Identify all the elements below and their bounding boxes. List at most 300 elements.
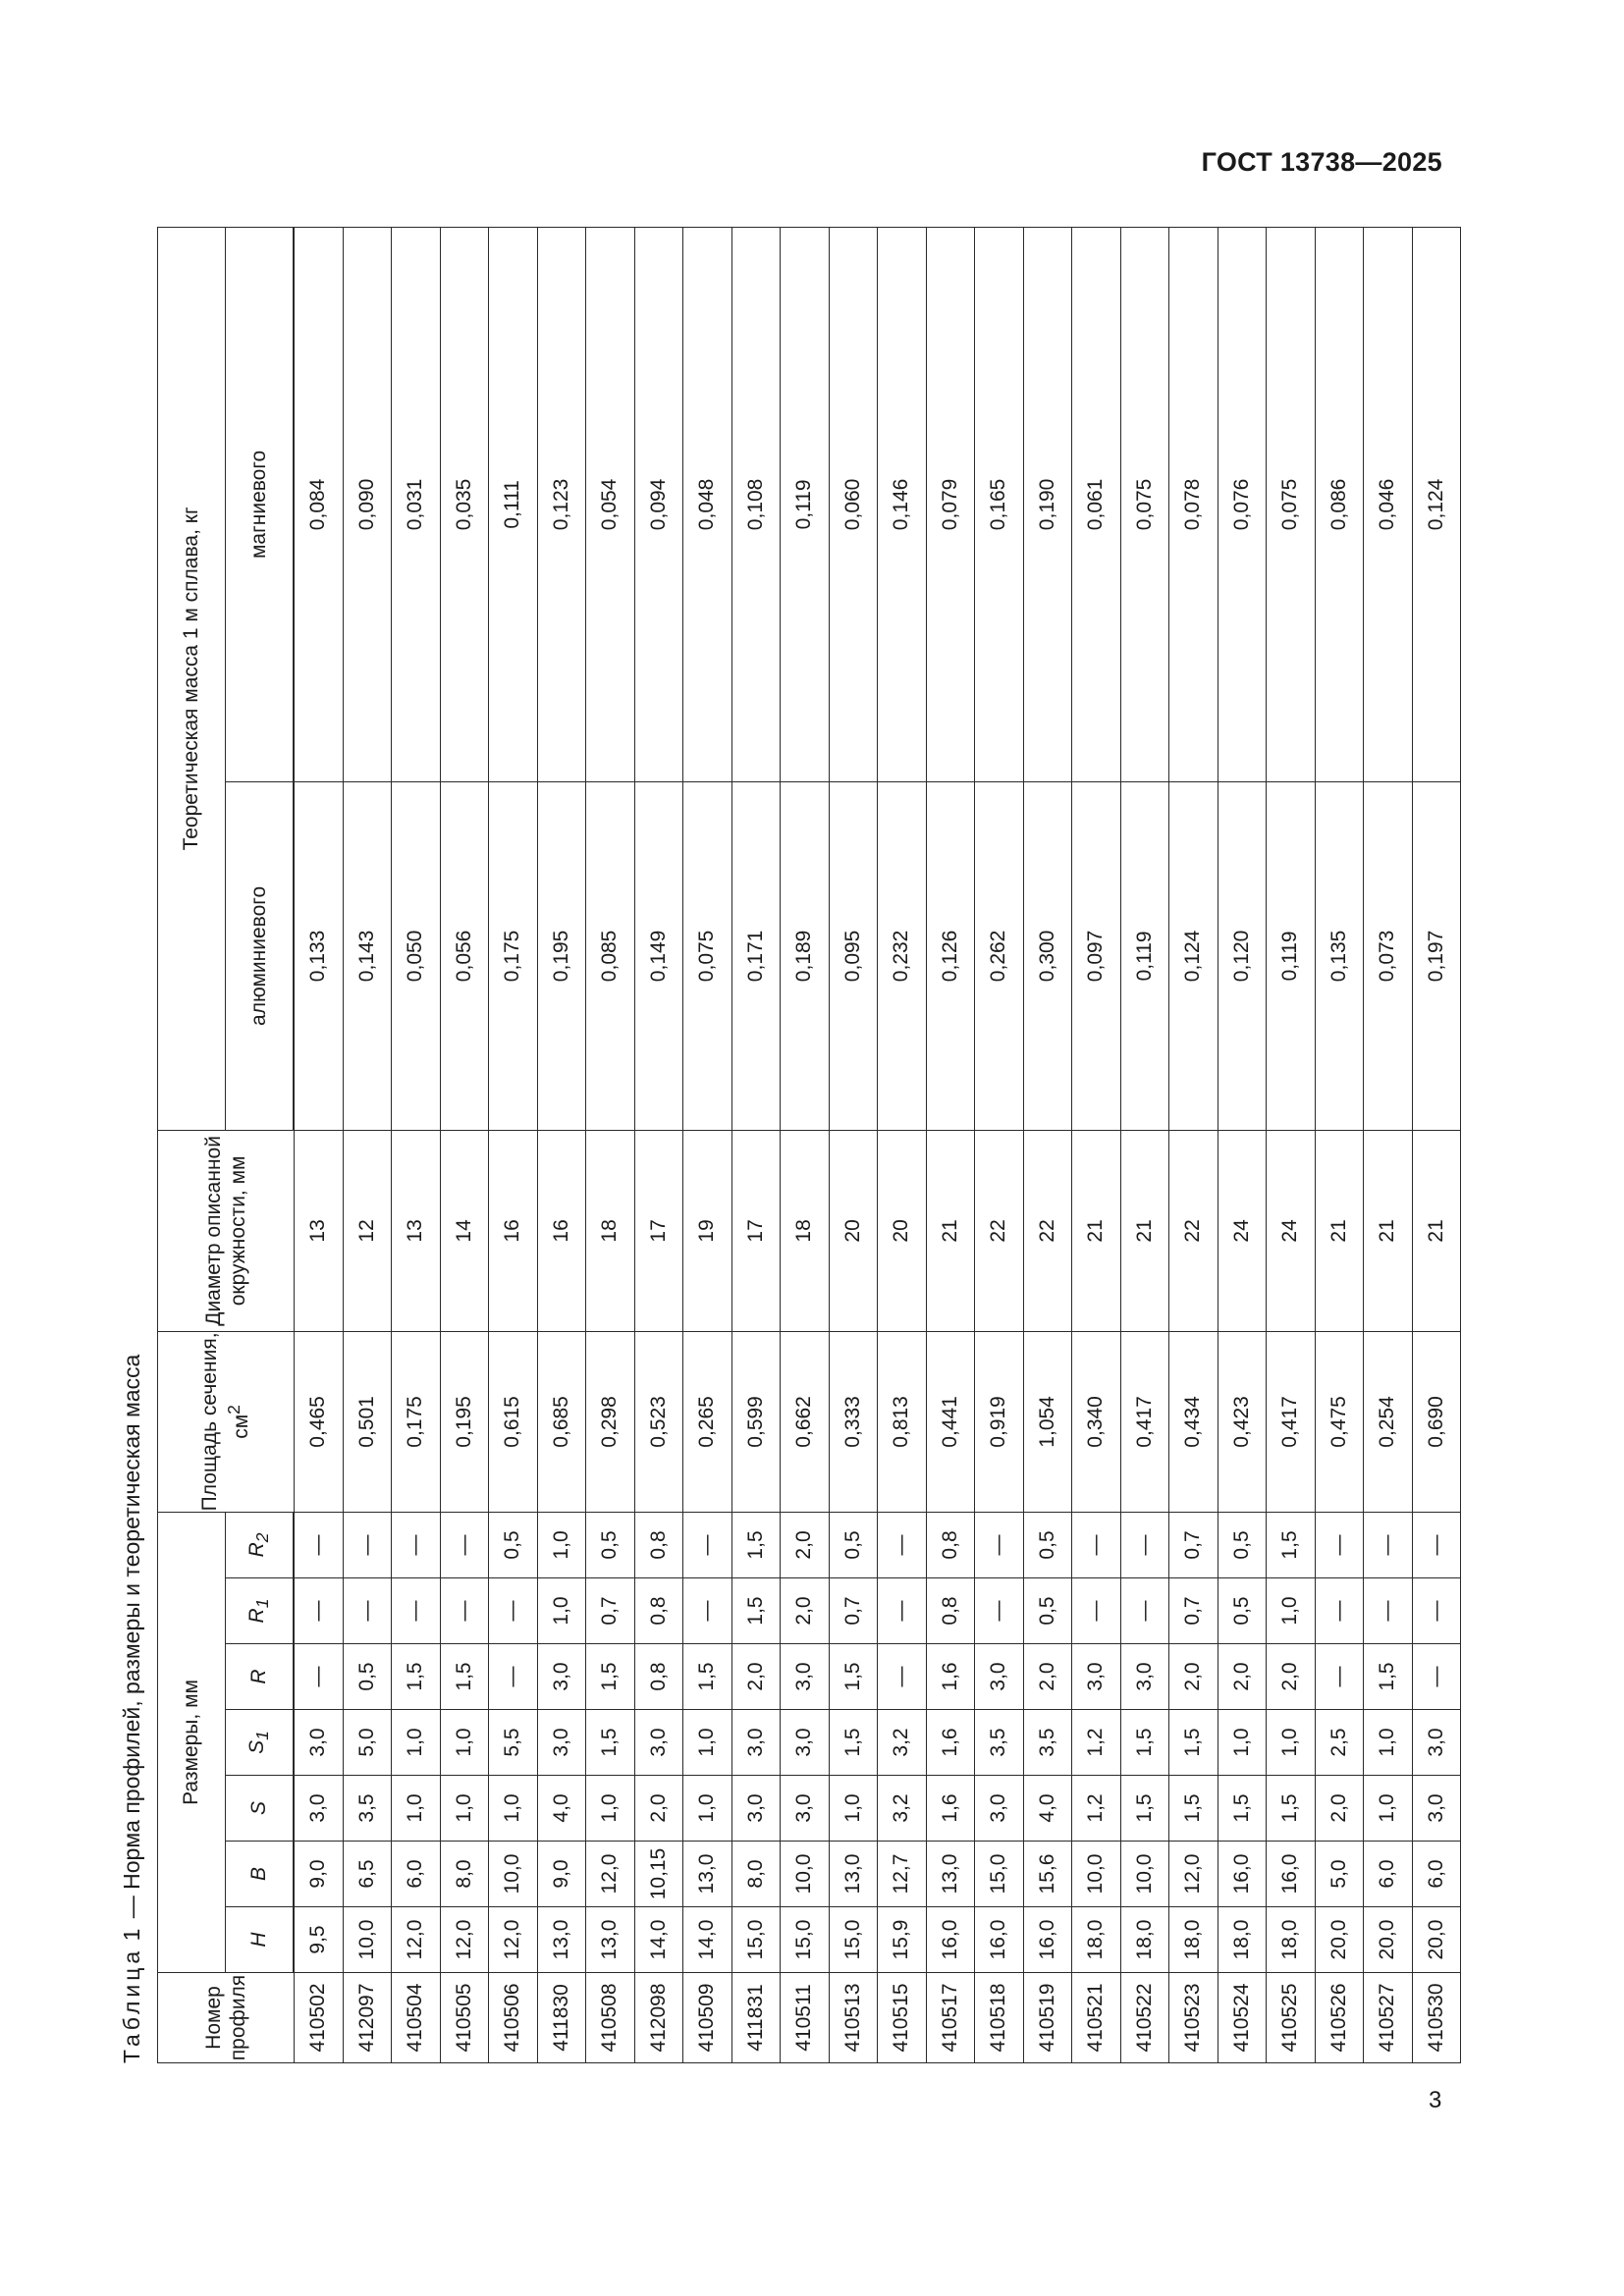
cell-S: 1,0 [683, 1776, 732, 1842]
header-S1-text: S [244, 1739, 268, 1754]
cell-H: 15,9 [878, 1907, 927, 1973]
cell-R: 1,5 [829, 1644, 878, 1710]
cell-diameter: 21 [1412, 1130, 1461, 1331]
cell-profile-number: 410523 [1169, 1973, 1218, 2063]
table-row [1072, 227, 1121, 2062]
cell-aluminum: 0,097 [1072, 781, 1121, 1130]
cell-magnesium: 0,031 [392, 227, 441, 781]
cell-area: 0,501 [343, 1331, 392, 1512]
cell-R1: 1,5 [731, 1578, 781, 1644]
cell-profile-number: 411830 [537, 1973, 586, 2063]
table-caption [108, 1355, 155, 2063]
cell-B: 10,0 [781, 1842, 830, 1907]
cell-R2: 0,8 [634, 1512, 683, 1577]
cell-profile-number: 410518 [975, 1973, 1024, 2063]
cell-magnesium: 0,090 [343, 227, 392, 781]
cell-R2: — [343, 1512, 392, 1577]
cell-aluminum: 0,133 [294, 781, 343, 1130]
cell-S1: 1,0 [392, 1710, 441, 1776]
cell-profile-number: 410521 [1072, 1973, 1121, 2063]
rotated-table-block [108, 228, 1447, 2063]
cell-magnesium: 0,094 [634, 227, 683, 781]
cell-S1: 1,5 [829, 1710, 878, 1776]
cell-R: — [1315, 1644, 1364, 1710]
cell-R2: — [440, 1512, 489, 1577]
cell-B: 8,0 [731, 1842, 781, 1907]
cell-S: 1,5 [1169, 1776, 1218, 1842]
table-row [1364, 227, 1413, 2062]
cell-R1: — [1072, 1578, 1121, 1644]
cell-H: 9,5 [294, 1907, 343, 1973]
header-R1-sub: 1 [252, 1598, 273, 1609]
cell-profile-number: 410506 [489, 1973, 538, 2063]
cell-S: 3,0 [731, 1776, 781, 1842]
caption-number: 1 [119, 1924, 144, 1942]
cell-diameter: 13 [294, 1130, 343, 1331]
cell-B: 13,0 [926, 1842, 975, 1907]
cell-aluminum: 0,232 [878, 781, 927, 1130]
cell-R: 1,5 [392, 1644, 441, 1710]
standard-code: ГОСТ 13738—2025 [1201, 147, 1442, 177]
cell-B: 15,0 [975, 1842, 1024, 1907]
cell-B: 9,0 [537, 1842, 586, 1907]
cell-R2: 1,5 [731, 1512, 781, 1577]
cell-H: 10,0 [343, 1907, 392, 1973]
table-row [683, 227, 732, 2062]
cell-area: 0,465 [294, 1331, 343, 1512]
cell-profile-number: 411831 [731, 1973, 781, 2063]
table-row [1412, 227, 1461, 2062]
cell-R1: 0,8 [926, 1578, 975, 1644]
cell-R: — [489, 1644, 538, 1710]
cell-H: 18,0 [1267, 1907, 1316, 1973]
cell-magnesium: 0,035 [440, 227, 489, 781]
cell-B: 8,0 [440, 1842, 489, 1907]
cell-profile-number: 412098 [634, 1973, 683, 2063]
cell-area: 0,333 [829, 1331, 878, 1512]
cell-aluminum: 0,075 [683, 781, 732, 1130]
cell-diameter: 18 [586, 1130, 635, 1331]
cell-B: 15,6 [1023, 1842, 1072, 1907]
cell-R: 1,5 [440, 1644, 489, 1710]
cell-magnesium: 0,190 [1023, 227, 1072, 781]
cell-S1: 1,5 [1120, 1710, 1169, 1776]
cell-magnesium: 0,079 [926, 227, 975, 781]
cell-S1: 3,5 [975, 1710, 1024, 1776]
cell-R1: 2,0 [781, 1578, 830, 1644]
cell-H: 14,0 [634, 1907, 683, 1973]
cell-S1: 1,5 [586, 1710, 635, 1776]
cell-H: 20,0 [1364, 1907, 1413, 1973]
cell-S1: 3,0 [781, 1710, 830, 1776]
cell-B: 6,0 [392, 1842, 441, 1907]
cell-S: 3,2 [878, 1776, 927, 1842]
cell-profile-number: 410517 [926, 1973, 975, 2063]
cell-R1: — [1364, 1578, 1413, 1644]
header-R1-text: R [244, 1608, 268, 1624]
cell-magnesium: 0,111 [489, 227, 538, 781]
cell-diameter: 17 [731, 1130, 781, 1331]
cell-B: 12,0 [586, 1842, 635, 1907]
header-profile-number: Номер профиля [158, 1973, 295, 2063]
cell-diameter: 13 [392, 1130, 441, 1331]
cell-aluminum: 0,135 [1315, 781, 1364, 1130]
cell-R: — [294, 1644, 343, 1710]
cell-diameter: 19 [683, 1130, 732, 1331]
cell-S: 2,0 [1315, 1776, 1364, 1842]
cell-R1: 0,7 [586, 1578, 635, 1644]
cell-H: 15,0 [829, 1907, 878, 1973]
cell-profile-number: 410527 [1364, 1973, 1413, 2063]
cell-area: 0,690 [1412, 1331, 1461, 1512]
header-S: S [226, 1776, 295, 1842]
cell-R: 1,5 [1364, 1644, 1413, 1710]
cell-S1: 1,0 [1218, 1710, 1267, 1776]
cell-S1: 5,5 [489, 1710, 538, 1776]
cell-R1: — [392, 1578, 441, 1644]
cell-S: 1,6 [926, 1776, 975, 1842]
cell-magnesium: 0,076 [1218, 227, 1267, 781]
cell-S: 1,5 [1218, 1776, 1267, 1842]
cell-S1: 1,5 [1169, 1710, 1218, 1776]
cell-S: 1,2 [1072, 1776, 1121, 1842]
cell-S: 1,0 [829, 1776, 878, 1842]
cell-diameter: 18 [781, 1130, 830, 1331]
cell-S1: 1,0 [440, 1710, 489, 1776]
cell-R2: 0,5 [829, 1512, 878, 1577]
cell-aluminum: 0,126 [926, 781, 975, 1130]
cell-R2: 0,8 [926, 1512, 975, 1577]
cell-profile-number: 410515 [878, 1973, 927, 2063]
cell-R2: — [392, 1512, 441, 1577]
cell-area: 0,685 [537, 1331, 586, 1512]
cell-aluminum: 0,120 [1218, 781, 1267, 1130]
cell-S1: 5,0 [343, 1710, 392, 1776]
caption-label: Таблица [119, 1947, 144, 2063]
cell-S1: 1,0 [683, 1710, 732, 1776]
profiles-table [157, 227, 1461, 2063]
header-magnesium: магниевого [226, 227, 295, 781]
cell-S: 2,0 [634, 1776, 683, 1842]
cell-area: 0,919 [975, 1331, 1024, 1512]
cell-profile-number: 410509 [683, 1973, 732, 2063]
cell-R1: 1,0 [537, 1578, 586, 1644]
cell-S1: 2,5 [1315, 1710, 1364, 1776]
table-row [1218, 227, 1267, 2062]
cell-area: 0,254 [1364, 1331, 1413, 1512]
table-row [586, 227, 635, 2062]
cell-S1: 3,0 [537, 1710, 586, 1776]
header-area-text: Площадь сечения, см [198, 1332, 253, 1512]
cell-H: 18,0 [1169, 1907, 1218, 1973]
cell-B: 10,0 [1072, 1842, 1121, 1907]
cell-diameter: 21 [1120, 1130, 1169, 1331]
cell-R2: — [1364, 1512, 1413, 1577]
cell-magnesium: 0,075 [1267, 227, 1316, 781]
cell-aluminum: 0,149 [634, 781, 683, 1130]
cell-diameter: 17 [634, 1130, 683, 1331]
cell-profile-number: 410504 [392, 1973, 441, 2063]
header-area-sup: 2 [224, 1405, 244, 1415]
cell-S1: 1,6 [926, 1710, 975, 1776]
cell-profile-number: 412097 [343, 1973, 392, 2063]
cell-H: 15,0 [781, 1907, 830, 1973]
cell-R: 2,0 [1023, 1644, 1072, 1710]
cell-aluminum: 0,050 [392, 781, 441, 1130]
cell-area: 0,340 [1072, 1331, 1121, 1512]
cell-S1: 3,2 [878, 1710, 927, 1776]
cell-R: 1,5 [683, 1644, 732, 1710]
table-row [1023, 227, 1072, 2062]
cell-S: 1,0 [1364, 1776, 1413, 1842]
cell-area: 0,195 [440, 1331, 489, 1512]
cell-R1: — [683, 1578, 732, 1644]
cell-profile-number: 410524 [1218, 1973, 1267, 2063]
cell-magnesium: 0,061 [1072, 227, 1121, 781]
cell-aluminum: 0,119 [1267, 781, 1316, 1130]
cell-R1: — [878, 1578, 927, 1644]
cell-profile-number: 410530 [1412, 1973, 1461, 2063]
cell-B: 6,0 [1412, 1842, 1461, 1907]
cell-area: 0,417 [1120, 1331, 1169, 1512]
cell-S1: 3,0 [294, 1710, 343, 1776]
cell-R: — [1412, 1644, 1461, 1710]
cell-magnesium: 0,165 [975, 227, 1024, 781]
cell-R: 1,6 [926, 1644, 975, 1710]
cell-S: 1,5 [1120, 1776, 1169, 1842]
cell-aluminum: 0,143 [343, 781, 392, 1130]
cell-magnesium: 0,146 [878, 227, 927, 781]
header-S1 [226, 1710, 295, 1776]
cell-R2: 0,5 [1023, 1512, 1072, 1577]
cell-H: 12,0 [392, 1907, 441, 1973]
cell-magnesium: 0,054 [586, 227, 635, 781]
cell-diameter: 14 [440, 1130, 489, 1331]
cell-profile-number: 410505 [440, 1973, 489, 2063]
table-row [392, 227, 441, 2062]
cell-R1: 0,5 [1023, 1578, 1072, 1644]
cell-S1: 3,5 [1023, 1710, 1072, 1776]
cell-diameter: 16 [537, 1130, 586, 1331]
cell-R: 3,0 [537, 1644, 586, 1710]
cell-H: 20,0 [1315, 1907, 1364, 1973]
table-row [1169, 227, 1218, 2062]
cell-R1: — [489, 1578, 538, 1644]
cell-R1: — [1315, 1578, 1364, 1644]
cell-area: 0,662 [781, 1331, 830, 1512]
cell-R2: 0,7 [1169, 1512, 1218, 1577]
cell-R: 2,0 [731, 1644, 781, 1710]
cell-aluminum: 0,262 [975, 781, 1024, 1130]
cell-magnesium: 0,124 [1412, 227, 1461, 781]
cell-diameter: 12 [343, 1130, 392, 1331]
cell-S: 1,5 [1267, 1776, 1316, 1842]
cell-S: 3,0 [781, 1776, 830, 1842]
cell-area: 0,423 [1218, 1331, 1267, 1512]
cell-diameter: 21 [1315, 1130, 1364, 1331]
table-row [440, 227, 489, 2062]
cell-R: 1,5 [586, 1644, 635, 1710]
cell-R2: — [683, 1512, 732, 1577]
cell-R2: 0,5 [489, 1512, 538, 1577]
cell-B: 12,0 [1169, 1842, 1218, 1907]
table-row [634, 227, 683, 2062]
cell-S: 3,5 [343, 1776, 392, 1842]
header-diameter: Диаметр описанной окружности, мм [158, 1130, 295, 1331]
cell-R: 3,0 [1120, 1644, 1169, 1710]
cell-S1: 3,0 [634, 1710, 683, 1776]
cell-profile-number: 410513 [829, 1973, 878, 2063]
cell-R: 3,0 [975, 1644, 1024, 1710]
cell-area: 0,523 [634, 1331, 683, 1512]
table-row [878, 227, 927, 2062]
cell-S: 1,0 [440, 1776, 489, 1842]
cell-R: 0,8 [634, 1644, 683, 1710]
header-R2 [226, 1512, 295, 1577]
table-row [731, 227, 781, 2062]
page-number: 3 [1429, 2087, 1442, 2113]
cell-magnesium: 0,119 [781, 227, 830, 781]
cell-R2: 0,5 [586, 1512, 635, 1577]
cell-S1: 1,2 [1072, 1710, 1121, 1776]
cell-H: 18,0 [1072, 1907, 1121, 1973]
table-row [975, 227, 1024, 2062]
cell-area: 0,813 [878, 1331, 927, 1512]
cell-area: 0,599 [731, 1331, 781, 1512]
cell-S: 3,0 [294, 1776, 343, 1842]
header-aluminum: алюминиевого [226, 781, 295, 1130]
cell-magnesium: 0,048 [683, 227, 732, 781]
cell-profile-number: 410508 [586, 1973, 635, 2063]
cell-R1: — [343, 1578, 392, 1644]
header-R2-sub: 2 [252, 1532, 273, 1543]
table-row [294, 227, 343, 2062]
cell-B: 10,15 [634, 1842, 683, 1907]
table-row [1120, 227, 1169, 2062]
table-row [489, 227, 538, 2062]
cell-B: 10,0 [1120, 1842, 1169, 1907]
cell-R1: — [294, 1578, 343, 1644]
table-body [294, 227, 1461, 2062]
cell-aluminum: 0,171 [731, 781, 781, 1130]
cell-B: 12,7 [878, 1842, 927, 1907]
cell-R1: 0,5 [1218, 1578, 1267, 1644]
cell-H: 12,0 [440, 1907, 489, 1973]
cell-magnesium: 0,078 [1169, 227, 1218, 781]
cell-S: 4,0 [1023, 1776, 1072, 1842]
cell-H: 13,0 [537, 1907, 586, 1973]
cell-R: 2,0 [1267, 1644, 1316, 1710]
cell-diameter: 24 [1267, 1130, 1316, 1331]
cell-H: 16,0 [1023, 1907, 1072, 1973]
cell-S1: 1,0 [1364, 1710, 1413, 1776]
cell-aluminum: 0,124 [1169, 781, 1218, 1130]
cell-R1: 0,8 [634, 1578, 683, 1644]
cell-magnesium: 0,123 [537, 227, 586, 781]
cell-S: 1,0 [586, 1776, 635, 1842]
cell-R2: 0,5 [1218, 1512, 1267, 1577]
cell-R1: 0,7 [829, 1578, 878, 1644]
cell-H: 14,0 [683, 1907, 732, 1973]
cell-R: 3,0 [781, 1644, 830, 1710]
cell-R2: — [294, 1512, 343, 1577]
cell-aluminum: 0,073 [1364, 781, 1413, 1130]
table-row [537, 227, 586, 2062]
cell-R2: — [1072, 1512, 1121, 1577]
cell-R2: 1,5 [1267, 1512, 1316, 1577]
cell-area: 0,175 [392, 1331, 441, 1512]
cell-R: 2,0 [1169, 1644, 1218, 1710]
cell-area: 1,054 [1023, 1331, 1072, 1512]
table-row [781, 227, 830, 2062]
cell-S1: 1,0 [1267, 1710, 1316, 1776]
cell-magnesium: 0,086 [1315, 227, 1364, 781]
cell-diameter: 21 [1072, 1130, 1121, 1331]
cell-diameter: 24 [1218, 1130, 1267, 1331]
cell-aluminum: 0,195 [537, 781, 586, 1130]
cell-R: — [878, 1644, 927, 1710]
cell-profile-number: 410502 [294, 1973, 343, 2063]
cell-diameter: 16 [489, 1130, 538, 1331]
header-area [158, 1331, 295, 1512]
table-row [343, 227, 392, 2062]
cell-S: 1,0 [392, 1776, 441, 1842]
cell-H: 18,0 [1120, 1907, 1169, 1973]
cell-magnesium: 0,075 [1120, 227, 1169, 781]
cell-R2: 2,0 [781, 1512, 830, 1577]
cell-H: 18,0 [1218, 1907, 1267, 1973]
cell-profile-number: 410519 [1023, 1973, 1072, 2063]
table-row [1315, 227, 1364, 2062]
cell-R1: 1,0 [1267, 1578, 1316, 1644]
header-R2-text: R [244, 1542, 268, 1558]
cell-H: 16,0 [926, 1907, 975, 1973]
cell-B: 9,0 [294, 1842, 343, 1907]
cell-S1: 3,0 [731, 1710, 781, 1776]
cell-diameter: 22 [1169, 1130, 1218, 1331]
cell-H: 12,0 [489, 1907, 538, 1973]
table-row [926, 227, 975, 2062]
cell-B: 13,0 [683, 1842, 732, 1907]
cell-R1: 0,7 [1169, 1578, 1218, 1644]
cell-area: 0,615 [489, 1331, 538, 1512]
header-H: H [226, 1907, 295, 1973]
cell-H: 20,0 [1412, 1907, 1461, 1973]
cell-magnesium: 0,060 [829, 227, 878, 781]
cell-R2: 1,0 [537, 1512, 586, 1577]
cell-magnesium: 0,046 [1364, 227, 1413, 781]
cell-profile-number: 410522 [1120, 1973, 1169, 2063]
cell-profile-number: 410525 [1267, 1973, 1316, 2063]
cell-R2: — [1120, 1512, 1169, 1577]
cell-S: 4,0 [537, 1776, 586, 1842]
cell-area: 0,441 [926, 1331, 975, 1512]
header-mass: Теоретическая масса 1 м сплава, кг [158, 227, 226, 1130]
cell-diameter: 22 [975, 1130, 1024, 1331]
cell-aluminum: 0,189 [781, 781, 830, 1130]
cell-B: 16,0 [1218, 1842, 1267, 1907]
header-S1-sub: 1 [252, 1731, 273, 1740]
cell-B: 13,0 [829, 1842, 878, 1907]
header-dimensions: Размеры, мм [158, 1512, 226, 1972]
cell-area: 0,265 [683, 1331, 732, 1512]
cell-B: 5,0 [1315, 1842, 1364, 1907]
cell-H: 15,0 [731, 1907, 781, 1973]
cell-B: 10,0 [489, 1842, 538, 1907]
header-R: R [226, 1644, 295, 1710]
cell-aluminum: 0,300 [1023, 781, 1072, 1130]
cell-magnesium: 0,108 [731, 227, 781, 781]
